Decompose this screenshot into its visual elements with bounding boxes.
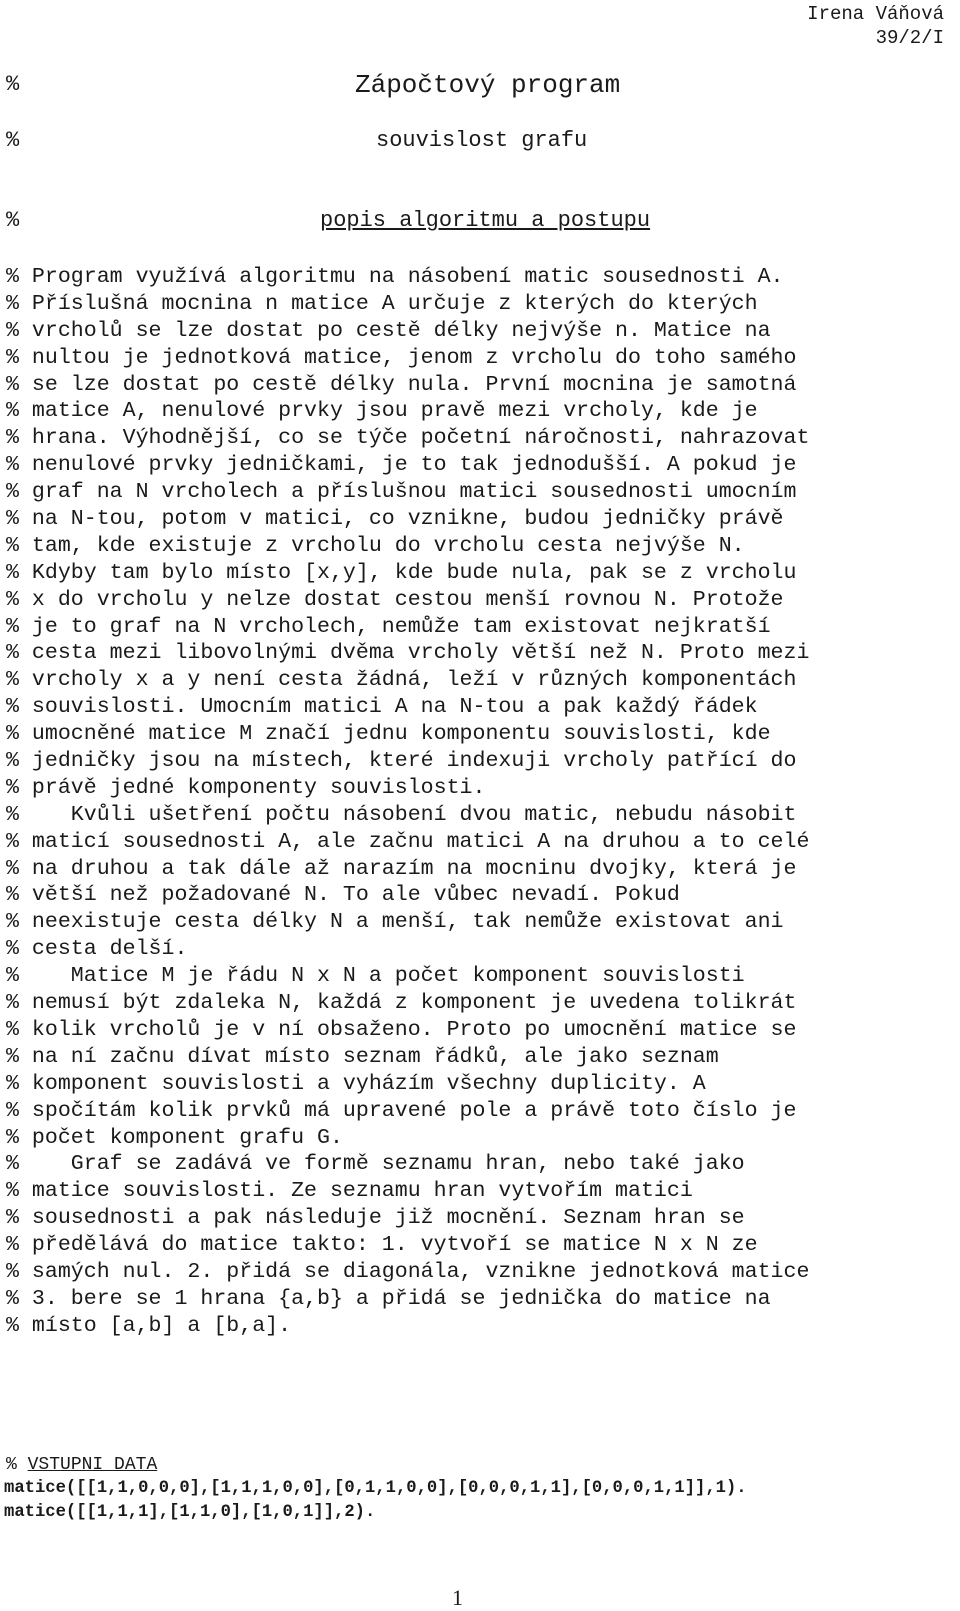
comment-marker: % (6, 72, 20, 97)
text-line: % na N-tou, potom v matici, co vznikne, budou jedničky právě (6, 507, 784, 532)
text-line: % Program využívá algoritmu na násobení matic sousednosti A. (6, 265, 784, 289)
text-line: % Kdyby tam bylo místo [x,y], kde bude nula, pak se z vrcholu (6, 560, 797, 585)
text-line: % sousednosti a pak následuje již mocnění. Seznam hran se (6, 1206, 745, 1231)
code-line: matice([[1,1,0,0,0],[1,1,1,0,0],[0,1,1,0,0],[0,0,0,1,1],[0,0,0,1,1]],1). (4, 1479, 747, 1498)
text-line: % cesta delší. (6, 937, 188, 962)
text-line: % nemusí být zdaleka N, každá z komponent je uvedena tolikrát (6, 991, 797, 1016)
text-line: % na druhou a tak dále až narazím na mocninu dvojky, která je (6, 856, 797, 881)
text-line: % graf na N vrcholech a příslušnou matici sousednosti umocním (6, 480, 797, 505)
text-line: % vrcholy x a y není cesta žádná, leží v různých komponentách (6, 668, 797, 693)
text-line: % neexistuje cesta délky N a menší, tak nemůže existovat ani (6, 910, 784, 935)
text-line: % kolik vrcholů je v ní obsaženo. Proto po umocnění matice se (6, 1017, 797, 1042)
text-line: % Matice M je řádu N x N a počet komponent souvislosti (6, 964, 745, 989)
code-line: matice([[1,1,1],[1,1,0],[1,0,1]],2). (4, 1503, 376, 1522)
author-block (807, 2, 944, 50)
text-line: % umocněné matice M značí jednu komponentu souvislosti, kde (6, 722, 771, 747)
text-line: % cesta mezi libovolnými dvěma vrcholy větší než N. Proto mezi (6, 641, 810, 666)
text-line: % maticí sousednosti A, ale začnu matici A na druhou a to celé (6, 829, 810, 854)
text-line: % matice A, nenulové prvky jsou pravě mezi vrcholy, kde je (6, 399, 758, 424)
page-title: Zápočtový program (355, 70, 621, 100)
text-line: % nenulové prvky jedničkami, je to tak jednodušší. A pokud je (6, 453, 797, 478)
section-heading: popis algoritmu a postupu (320, 208, 651, 233)
comment-marker: % (6, 128, 20, 153)
text-line: % Příslušná mocnina n matice A určuje z kterých do kterých (6, 291, 758, 316)
text-line: % vrcholů se lze dostat po cestě délky nejvýše n. Matice na (6, 318, 771, 343)
text-line: % se lze dostat po cestě délky nula. První mocnina je samotná (6, 372, 797, 397)
text-line: % Graf se zadává ve formě seznamu hran, nebo také jako (6, 1152, 745, 1177)
text-line: % komponent souvislosti a vyházím všechny duplicity. A (6, 1071, 706, 1096)
text-line: % místo [a,b] a [b,a]. (6, 1313, 292, 1338)
page-number: 1 (452, 1585, 463, 1610)
text-line: % matice souvislosti. Ze seznamu hran vytvořím matici (6, 1179, 693, 1204)
text-line: % právě jedné komponenty souvislosti. (6, 775, 486, 800)
author-class: 39/2/I (875, 27, 944, 49)
text-line: % předělává do matice takto: 1. vytvoří se matice N x N ze (6, 1233, 758, 1258)
text-line: % x do vrcholu y nelze dostat cestou menší rovnou N. Protože (6, 587, 784, 612)
input-data-heading: VSTUPNI DATA (27, 1455, 158, 1475)
comment-marker: % (6, 1455, 17, 1475)
text-line: % je to graf na N vrcholech, nemůže tam existovat nejkratší (6, 614, 771, 639)
comment-marker: % (6, 208, 20, 233)
text-line: % větší než požadované N. To ale vůbec nevadí. Pokud (6, 883, 680, 908)
input-data-label (6, 1455, 157, 1475)
text-line: % hrana. Výhodnější, co se týče početní náročnosti, nahrazovat (6, 426, 810, 451)
text-line: % tam, kde existuje z vrcholu do vrcholu cesta nejvýše N. (6, 533, 745, 558)
text-line: % jedničky jsou na místech, které indexuji vrcholy patřící do (6, 749, 797, 774)
text-line: % 3. bere se 1 hrana {a,b} a přidá se jednička do matice na (6, 1286, 771, 1311)
page-subtitle: souvislost grafu (376, 128, 588, 153)
text-line: % spočítám kolik prvků má upravené pole a právě toto číslo je (6, 1098, 797, 1123)
text-line: % souvislosti. Umocním matici A na N-tou a pak každý řádek (6, 695, 758, 720)
text-line: % samých nul. 2. přidá se diagonála, vznikne jednotková matice (6, 1259, 810, 1284)
author-name: Irena Váňová (807, 3, 944, 25)
text-line: % Kvůli ušetření počtu násobení dvou matic, nebudu násobit (6, 802, 797, 827)
text-line: % na ní začnu dívat místo seznam řádků, ale jako seznam (6, 1044, 719, 1069)
algorithm-description (6, 264, 809, 1340)
text-line: % počet komponent grafu G. (6, 1125, 343, 1150)
text-line: % nultou je jednotková matice, jenom z vrcholu do toho samého (6, 345, 797, 370)
